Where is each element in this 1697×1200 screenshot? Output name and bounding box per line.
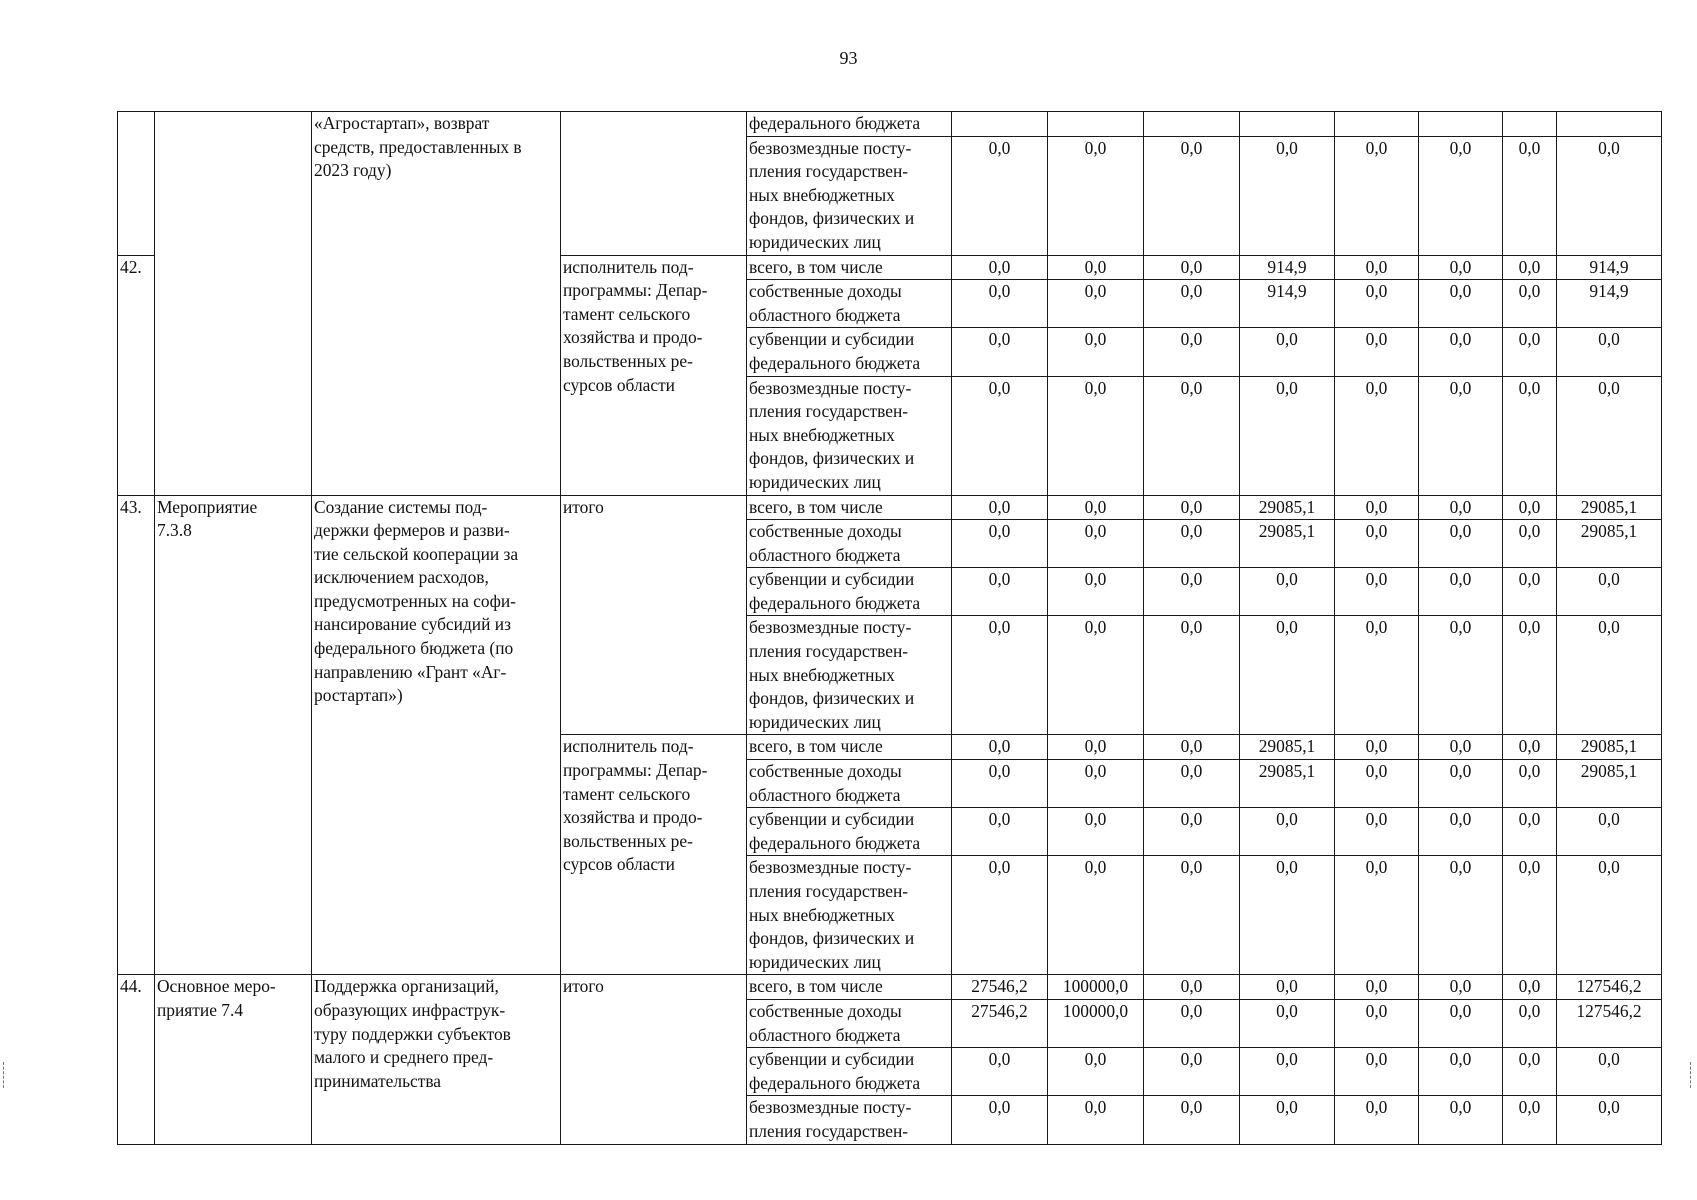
value-cell: 0,0 [1503, 808, 1557, 856]
value-cell: 0,0 [1557, 376, 1662, 495]
value-cell: 0,0 [1240, 999, 1335, 1047]
funding-source-label: субвенции и субсидии федерального бюджета [747, 808, 952, 856]
value-cell: 914,9 [1557, 280, 1662, 328]
value-cell: 0,0 [1557, 1048, 1662, 1096]
value-cell: 0,0 [1419, 520, 1503, 568]
value-cell: 0,0 [1419, 616, 1503, 735]
value-cell: 0,0 [1240, 376, 1335, 495]
value-cell: 0,0 [952, 520, 1048, 568]
value-cell: 0,0 [1419, 975, 1503, 1000]
event-name [155, 112, 312, 496]
value-cell: 0,0 [1503, 735, 1557, 760]
value-cell: 0,0 [952, 280, 1048, 328]
funding-source-label: всего, в том числе [747, 735, 952, 760]
value-cell: 0,0 [1048, 568, 1144, 616]
value-cell: 0,0 [1503, 280, 1557, 328]
value-cell: 27546,2 [952, 975, 1048, 1000]
executor: итого [561, 495, 747, 735]
value-cell: 0,0 [1419, 495, 1503, 520]
funding-source-label: собственные доходы областного бюджета [747, 999, 952, 1047]
funding-source-label: безвозмездные посту- пления государствен- ных внебюджетных фондов, физических и юридических лиц [747, 856, 952, 975]
value-cell [1144, 112, 1240, 137]
value-cell: 0,0 [1335, 616, 1419, 735]
edge-mark-left [3, 1062, 5, 1088]
value-cell: 0,0 [1557, 568, 1662, 616]
funding-source-label: субвенции и субсидии федерального бюджета [747, 1048, 952, 1096]
funding-source-label: федерального бюджета [747, 112, 952, 137]
value-cell: 0,0 [1335, 136, 1419, 255]
value-cell: 0,0 [1048, 255, 1144, 280]
budget-table [117, 111, 1662, 1145]
value-cell: 127546,2 [1557, 975, 1662, 1000]
value-cell: 0,0 [1419, 999, 1503, 1047]
value-cell: 0,0 [952, 735, 1048, 760]
value-cell: 0,0 [1419, 255, 1503, 280]
value-cell: 0,0 [1144, 735, 1240, 760]
value-cell: 0,0 [1144, 255, 1240, 280]
table-row [118, 495, 1662, 520]
value-cell: 0,0 [1048, 760, 1144, 808]
value-cell: 0,0 [1144, 568, 1240, 616]
value-cell: 0,0 [952, 495, 1048, 520]
value-cell: 100000,0 [1048, 999, 1144, 1047]
value-cell: 29085,1 [1240, 760, 1335, 808]
value-cell: 0,0 [1503, 328, 1557, 376]
value-cell: 29085,1 [1557, 495, 1662, 520]
row-number [118, 112, 155, 256]
value-cell: 0,0 [1240, 328, 1335, 376]
value-cell: 0,0 [1335, 975, 1419, 1000]
value-cell: 0,0 [1419, 328, 1503, 376]
value-cell: 0,0 [1419, 376, 1503, 495]
value-cell: 0,0 [1048, 520, 1144, 568]
value-cell: 0,0 [952, 376, 1048, 495]
value-cell: 0,0 [1419, 1096, 1503, 1144]
funding-source-label: безвозмездные посту- пления государствен- [747, 1096, 952, 1144]
value-cell [1335, 112, 1419, 137]
funding-source-label: безвозмездные посту- пления государствен- ных внебюджетных фондов, физических и юридических лиц [747, 376, 952, 495]
value-cell: 0,0 [1144, 1048, 1240, 1096]
funding-source-label: безвозмездные посту- пления государствен- ных внебюджетных фондов, физических и юридических лиц [747, 616, 952, 735]
value-cell: 0,0 [1240, 856, 1335, 975]
value-cell: 0,0 [1144, 999, 1240, 1047]
funding-source-label: субвенции и субсидии федерального бюджета [747, 328, 952, 376]
value-cell: 0,0 [1503, 1096, 1557, 1144]
value-cell: 0,0 [1557, 136, 1662, 255]
value-cell: 914,9 [1240, 255, 1335, 280]
value-cell: 0,0 [1503, 136, 1557, 255]
value-cell: 0,0 [1503, 1048, 1557, 1096]
value-cell: 0,0 [1048, 328, 1144, 376]
value-cell: 127546,2 [1557, 999, 1662, 1047]
row-number: 43. [118, 495, 155, 975]
value-cell: 0,0 [1144, 808, 1240, 856]
value-cell [1419, 112, 1503, 137]
value-cell: 29085,1 [1240, 520, 1335, 568]
value-cell [952, 112, 1048, 137]
value-cell: 0,0 [952, 1096, 1048, 1144]
value-cell: 0,0 [1503, 760, 1557, 808]
funding-source-label: всего, в том числе [747, 255, 952, 280]
value-cell: 0,0 [1240, 568, 1335, 616]
value-cell: 0,0 [952, 856, 1048, 975]
value-cell: 0,0 [1335, 760, 1419, 808]
value-cell: 0,0 [952, 1048, 1048, 1096]
value-cell: 0,0 [1419, 856, 1503, 975]
value-cell: 27546,2 [952, 999, 1048, 1047]
value-cell: 914,9 [1240, 280, 1335, 328]
value-cell: 0,0 [1048, 280, 1144, 328]
funding-source-label: безвозмездные посту- пления государствен- ных внебюджетных фондов, физических и юридических лиц [747, 136, 952, 255]
page-number: 93 [839, 48, 858, 68]
value-cell: 0,0 [1240, 1096, 1335, 1144]
value-cell: 0,0 [1419, 568, 1503, 616]
value-cell: 0,0 [1144, 975, 1240, 1000]
value-cell: 0,0 [1335, 280, 1419, 328]
value-cell: 0,0 [1240, 1048, 1335, 1096]
program-name: Поддержка организаций, образующих инфраструк- туру поддержки субъектов малого и среднего пред- принимательства [312, 975, 561, 1144]
table-row [118, 975, 1662, 1000]
value-cell: 0,0 [952, 255, 1048, 280]
value-cell: 0,0 [1144, 136, 1240, 255]
value-cell: 0,0 [1048, 1048, 1144, 1096]
value-cell: 0,0 [1144, 328, 1240, 376]
value-cell: 0,0 [1503, 520, 1557, 568]
value-cell: 0,0 [952, 760, 1048, 808]
value-cell: 0,0 [1335, 856, 1419, 975]
row-number: 44. [118, 975, 155, 1144]
value-cell: 29085,1 [1557, 735, 1662, 760]
value-cell: 0,0 [1503, 999, 1557, 1047]
funding-source-label: всего, в том числе [747, 975, 952, 1000]
value-cell: 29085,1 [1240, 735, 1335, 760]
value-cell: 0,0 [1335, 376, 1419, 495]
value-cell: 0,0 [1335, 735, 1419, 760]
value-cell: 0,0 [1335, 495, 1419, 520]
event-name: Основное меро- приятие 7.4 [155, 975, 312, 1144]
value-cell: 0,0 [1335, 568, 1419, 616]
funding-source-label: субвенции и субсидии федерального бюджета [747, 568, 952, 616]
edge-mark-right [1690, 1062, 1692, 1088]
value-cell: 0,0 [952, 568, 1048, 616]
value-cell: 29085,1 [1557, 520, 1662, 568]
value-cell: 0,0 [1144, 760, 1240, 808]
funding-source-label: всего, в том числе [747, 495, 952, 520]
value-cell: 0,0 [1144, 616, 1240, 735]
value-cell: 0,0 [1240, 616, 1335, 735]
value-cell: 0,0 [1419, 808, 1503, 856]
value-cell: 0,0 [1557, 808, 1662, 856]
value-cell: 0,0 [1335, 520, 1419, 568]
executor: исполнитель под- программы: Депар- тамент сельского хозяйства и продо- вольственных ре- сурсов области [561, 255, 747, 495]
value-cell: 0,0 [1048, 376, 1144, 495]
value-cell: 0,0 [1048, 808, 1144, 856]
value-cell: 0,0 [1048, 495, 1144, 520]
value-cell: 0,0 [1503, 568, 1557, 616]
funding-source-label: собственные доходы областного бюджета [747, 280, 952, 328]
value-cell: 0,0 [1144, 376, 1240, 495]
event-name: Мероприятие 7.3.8 [155, 495, 312, 975]
value-cell: 0,0 [1503, 495, 1557, 520]
value-cell: 0,0 [1335, 255, 1419, 280]
value-cell: 0,0 [1557, 1096, 1662, 1144]
value-cell: 0,0 [1048, 1096, 1144, 1144]
value-cell: 0,0 [1048, 136, 1144, 255]
funding-source-label: собственные доходы областного бюджета [747, 520, 952, 568]
value-cell: 0,0 [1419, 136, 1503, 255]
value-cell: 0,0 [1335, 328, 1419, 376]
value-cell [1048, 112, 1144, 137]
value-cell: 0,0 [1419, 1048, 1503, 1096]
value-cell: 29085,1 [1240, 495, 1335, 520]
executor: итого [561, 975, 747, 1144]
value-cell: 0,0 [1335, 999, 1419, 1047]
value-cell: 100000,0 [1048, 975, 1144, 1000]
value-cell: 0,0 [1503, 616, 1557, 735]
funding-source-label: собственные доходы областного бюджета [747, 760, 952, 808]
executor: исполнитель под- программы: Депар- тамент сельского хозяйства и продо- вольственных ре- сурсов области [561, 735, 747, 975]
value-cell: 0,0 [1048, 856, 1144, 975]
value-cell: 0,0 [1557, 328, 1662, 376]
value-cell: 0,0 [1335, 808, 1419, 856]
value-cell [1240, 112, 1335, 137]
value-cell: 0,0 [952, 136, 1048, 255]
table-row [118, 112, 1662, 137]
value-cell: 0,0 [1048, 616, 1144, 735]
value-cell: 0,0 [1240, 975, 1335, 1000]
value-cell: 0,0 [1048, 735, 1144, 760]
value-cell: 0,0 [1335, 1096, 1419, 1144]
value-cell: 0,0 [1503, 255, 1557, 280]
value-cell: 0,0 [1144, 495, 1240, 520]
value-cell: 0,0 [1240, 808, 1335, 856]
value-cell: 0,0 [1144, 856, 1240, 975]
value-cell: 914,9 [1557, 255, 1662, 280]
value-cell: 0,0 [1144, 520, 1240, 568]
value-cell [1503, 112, 1557, 137]
program-name: Создание системы под- держки фермеров и разви- тие сельской кооперации за исключением расходов, предусмотренных на софи- нансирование субсидий из федерального бюджета (по направлению «Грант «Аг- ростартап») [312, 495, 561, 975]
value-cell: 0,0 [1419, 760, 1503, 808]
value-cell: 0,0 [1503, 856, 1557, 975]
executor [561, 112, 747, 256]
value-cell: 0,0 [1144, 280, 1240, 328]
value-cell: 0,0 [1419, 735, 1503, 760]
value-cell: 0,0 [1419, 280, 1503, 328]
program-name: «Агростартап», возврат средств, предоставленных в 2023 году) [312, 112, 561, 496]
value-cell: 0,0 [952, 616, 1048, 735]
value-cell: 0,0 [1503, 376, 1557, 495]
value-cell [1557, 112, 1662, 137]
value-cell: 0,0 [952, 808, 1048, 856]
value-cell: 0,0 [1335, 1048, 1419, 1096]
value-cell: 0,0 [1240, 136, 1335, 255]
value-cell: 29085,1 [1557, 760, 1662, 808]
value-cell: 0,0 [952, 328, 1048, 376]
row-number: 42. [118, 255, 155, 495]
value-cell: 0,0 [1557, 616, 1662, 735]
value-cell: 0,0 [1503, 975, 1557, 1000]
value-cell: 0,0 [1557, 856, 1662, 975]
value-cell: 0,0 [1144, 1096, 1240, 1144]
